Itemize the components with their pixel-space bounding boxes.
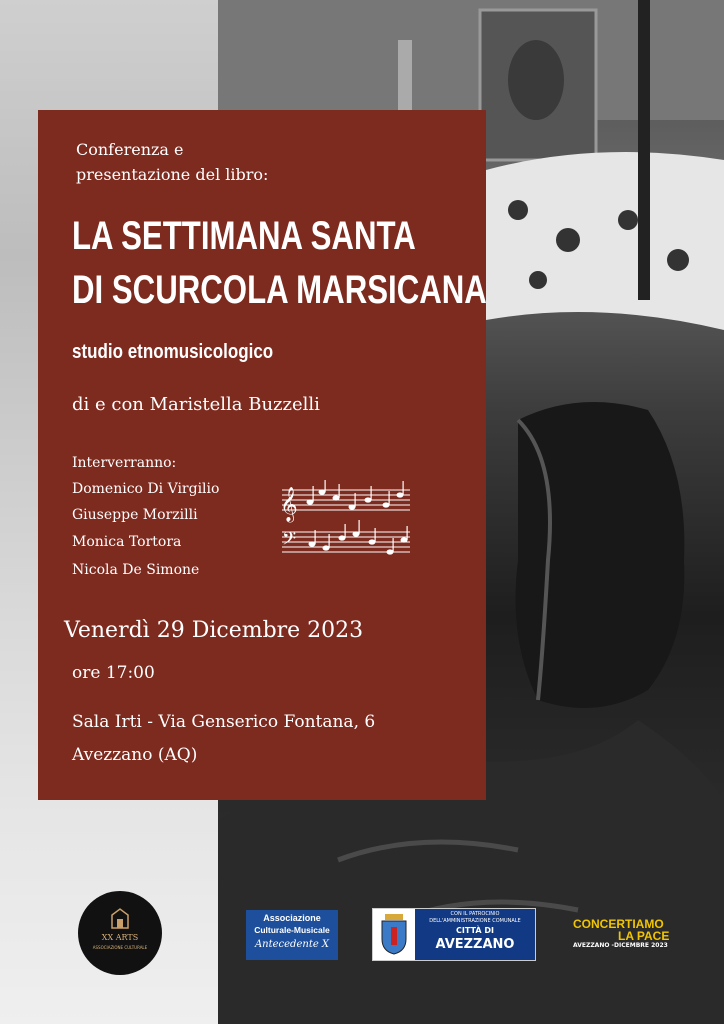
building-icon: [110, 907, 130, 929]
speaker-name: Monica Tortora: [72, 534, 182, 550]
xx-arts-subtitle: ASSOCIAZIONE CULTURALE: [92, 945, 148, 950]
xx-arts-logo: [78, 891, 162, 975]
book-title-line-2: DI SCURCOLA MARSICANA: [72, 268, 487, 312]
svg-text:𝄞: 𝄞: [280, 487, 298, 522]
intro-line-2: presentazione del libro:: [76, 165, 269, 184]
associazione-logo: [246, 910, 338, 960]
svg-text:𝄢: 𝄢: [282, 529, 297, 554]
speakers-label: Interverranno:: [72, 455, 177, 471]
assoc-line-1: Associazione: [263, 913, 321, 923]
assoc-line-3: Antecedente X: [254, 939, 330, 950]
concertiamo-line-2: LA PACE: [618, 929, 670, 943]
intro-line-1: Conferenza e: [76, 140, 184, 159]
speaker-name: Giuseppe Morzilli: [72, 507, 198, 523]
book-subtitle: studio etnomusicologico: [72, 341, 274, 363]
author-line: di e con Maristella Buzzelli: [72, 394, 320, 415]
xx-arts-name: XX ARTS: [101, 933, 139, 942]
event-venue: Sala Irti - Via Genserico Fontana, 6: [72, 712, 376, 732]
event-time: ore 17:00: [72, 663, 155, 683]
citta-avezzano-logo: [372, 908, 536, 961]
assoc-line-2: Culturale-Musicale: [254, 925, 330, 935]
event-city: Avezzano (AQ): [72, 745, 198, 765]
concertiamo-line-3: AVEZZANO -DICEMBRE 2023: [573, 942, 668, 949]
coat-of-arms-icon: [379, 913, 409, 955]
speaker-name: Nicola De Simone: [72, 562, 200, 578]
music-notation-icon: [276, 478, 412, 564]
event-date: Venerdì 29 Dicembre 2023: [64, 618, 364, 643]
citta-di-label: CITTÀ DI: [456, 926, 494, 935]
patrocinio-line-1: CON IL PATROCINIO: [450, 911, 500, 917]
book-title-line-1: LA SETTIMANA SANTA: [72, 214, 416, 258]
speaker-name: Domenico Di Virgilio: [72, 481, 220, 497]
patrocinio-line-2: DELL'AMMINISTRAZIONE COMUNALE: [429, 918, 521, 924]
concertiamo-line-1: CONCERTIAMO: [573, 917, 664, 931]
avezzano-label: AVEZZANO: [435, 937, 515, 952]
